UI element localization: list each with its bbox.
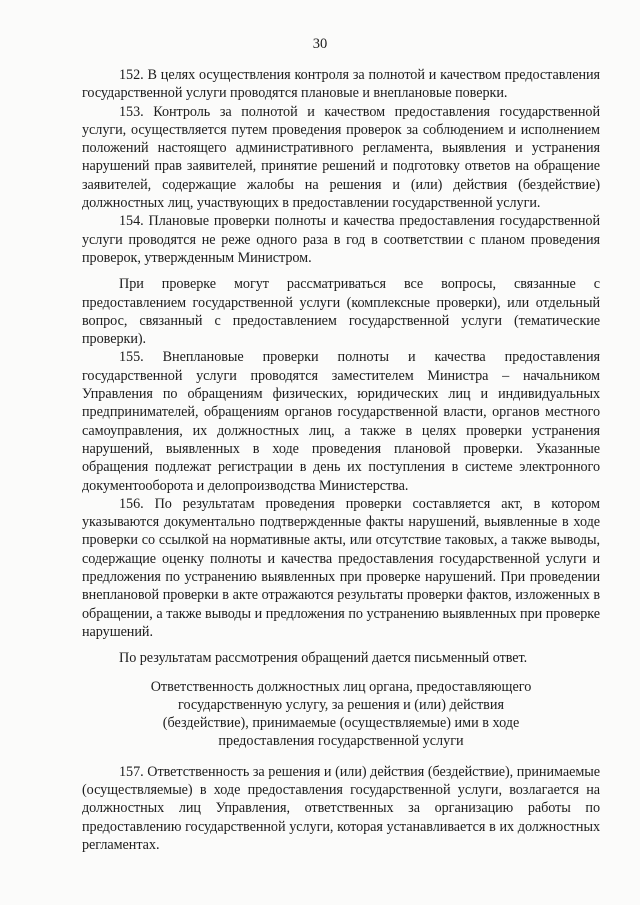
paragraph-154-continued: При проверке могут рассматриваться все вопросы, связанные с предоставлением государственной услуги (комплексные проверки), или отдельный вопрос, связанный с предоставлением государственной услуги (тематические проверки). xyxy=(82,276,600,348)
paragraph-157: 157. Ответственность за решения и (или) действия (бездействие), принимаемые (осуществляемые) в ходе предоставления государственной услуги, возлагается на должностных лиц Управления, ответственных за организацию работы по предоставлению государственной услуги, которая устанавливается в их должностных регламентах. xyxy=(82,763,600,853)
paragraph-156-response: По результатам рассмотрения обращений дается письменный ответ. xyxy=(119,650,528,667)
section-heading-line: предоставления государственной услуги xyxy=(218,733,464,750)
page-number: 30 xyxy=(312,36,328,52)
paragraph-154: 154. Плановые проверки полноты и качества предоставления государственной услуги проводятся не реже одного раза в год в соответствии с планом проведения проверок, утвержденным Министром. xyxy=(82,213,600,266)
paragraph-156: 156. По результатам проведения проверки составляется акт, в котором указываются документально подтвержденные факты нарушений, выявленные в ходе проверки со ссылкой на нормативные акты, или отсутствие таковых, а также выводы, содержащие оценку полноты и качества предоставления государственной услуги и предложения по устранению выявленных при проверке нарушений. При проведении внеплановой проверки в акте отражаются результаты проверки фактов, изложенных в обращении, а также выводы и предложения по устранению выявленных при проверке нарушений. xyxy=(82,495,600,640)
section-heading-line: (бездействие), принимаемые (осуществляемые) ими в ходе xyxy=(162,715,520,732)
section-heading xyxy=(82,678,600,751)
paragraph-152: 152. В целях осуществления контроля за полнотой и качеством предоставления государственной услуги проводятся плановые и внеплановые поверки. xyxy=(82,67,600,102)
section-heading-line: государственную услугу, за решения и (или) действия xyxy=(178,696,504,713)
document-body xyxy=(82,66,600,854)
paragraph-153: 153. Контроль за полнотой и качеством предоставления государственной услуги, осуществляется путем проведения проверок за соблюдением и исполнением положений настоящего административного регламента, выявления и устранения нарушений прав заявителей, принятие решений и подготовку ответов на обращение заявителей, содержащие жалобы на решения и (или) действия (бездействие) должностных лиц, участвующих в предоставлении государственной услуги. xyxy=(82,103,600,212)
section-heading-line: Ответственность должностных лиц органа, предоставляющего xyxy=(150,678,532,695)
paragraph-155: 155. Внеплановые проверки полноты и качества предоставления государственной услуги проводятся заместителем Министра – начальником Управления по обращениям физических, юридических лиц и индивидуальных предпринимателей, обращениям органов государственной власти, органов местного самоуправления, их должностных лиц, а также в целях проверки устранения нарушений, выявленных в ходе проведения плановой проверки. Указанные обращения подлежат регистрации в день их поступления в системе электронного документооборота и делопроизводства Министерства. xyxy=(82,349,600,494)
